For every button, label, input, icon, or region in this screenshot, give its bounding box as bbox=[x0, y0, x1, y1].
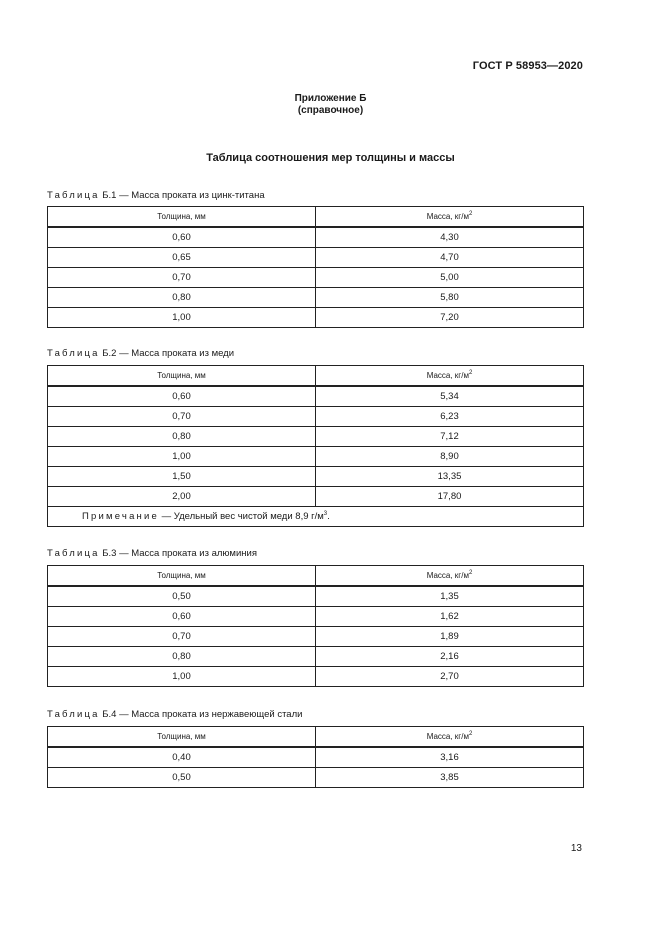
table-header-row bbox=[48, 366, 584, 387]
cell-mass: 1,62 bbox=[316, 607, 584, 627]
table-caption-prefix: Таблица bbox=[47, 548, 100, 559]
table-row bbox=[48, 288, 584, 308]
table-b4 bbox=[47, 726, 584, 788]
cell-thickness: 0,60 bbox=[48, 607, 316, 627]
superscript: 2 bbox=[468, 731, 473, 737]
table-caption-prefix: Таблица bbox=[47, 709, 100, 720]
superscript: 2 bbox=[468, 570, 473, 576]
cell-mass: 4,30 bbox=[316, 227, 584, 248]
table-row bbox=[48, 308, 584, 328]
column-header-mass bbox=[316, 566, 584, 587]
cell-mass: 4,70 bbox=[316, 248, 584, 268]
cell-mass: 2,70 bbox=[316, 667, 584, 687]
column-header-mass-text: Масса, кг/м bbox=[426, 212, 469, 221]
document-code: ГОСТ Р 58953—2020 bbox=[472, 60, 583, 72]
table-row bbox=[48, 747, 584, 768]
cell-mass: 5,00 bbox=[316, 268, 584, 288]
table-header-row bbox=[48, 207, 584, 228]
table-row bbox=[48, 248, 584, 268]
superscript: 3 bbox=[323, 511, 328, 517]
cell-thickness: 0,80 bbox=[48, 288, 316, 308]
note-suffix: . bbox=[327, 511, 330, 522]
column-header-thickness: Толщина, мм bbox=[48, 207, 316, 228]
appendix-subtitle: (справочное) bbox=[297, 105, 364, 116]
cell-mass: 17,80 bbox=[316, 487, 584, 507]
table-row bbox=[48, 607, 584, 627]
cell-mass: 2,16 bbox=[316, 647, 584, 667]
cell-thickness: 1,00 bbox=[48, 308, 316, 328]
cell-mass: 7,20 bbox=[316, 308, 584, 328]
column-header-thickness: Толщина, мм bbox=[48, 566, 316, 587]
table-row bbox=[48, 768, 584, 788]
cell-mass: 6,23 bbox=[316, 407, 584, 427]
cell-thickness: 0,50 bbox=[48, 586, 316, 607]
cell-thickness: 0,80 bbox=[48, 647, 316, 667]
cell-mass: 7,12 bbox=[316, 427, 584, 447]
table-caption-prefix: Таблица bbox=[47, 190, 100, 201]
column-header-mass-text: Масса, кг/м bbox=[426, 732, 469, 741]
table-b3 bbox=[47, 565, 584, 687]
table-row bbox=[48, 447, 584, 467]
table-header-row bbox=[48, 566, 584, 587]
appendix-title: Приложение Б bbox=[294, 93, 367, 104]
table-row bbox=[48, 386, 584, 407]
cell-thickness: 0,70 bbox=[48, 268, 316, 288]
cell-mass: 8,90 bbox=[316, 447, 584, 467]
superscript: 2 bbox=[468, 370, 473, 376]
table-header-row bbox=[48, 727, 584, 748]
table-caption-b4 bbox=[47, 709, 302, 721]
cell-thickness: 0,60 bbox=[48, 227, 316, 248]
cell-mass: 5,34 bbox=[316, 386, 584, 407]
cell-thickness: 0,70 bbox=[48, 407, 316, 427]
table-caption-b3 bbox=[47, 548, 257, 560]
table-row bbox=[48, 627, 584, 647]
cell-mass: 3,85 bbox=[316, 768, 584, 788]
page-title: Таблица соотношения мер толщины и массы bbox=[206, 152, 455, 164]
table-row bbox=[48, 667, 584, 687]
cell-mass: 13,35 bbox=[316, 467, 584, 487]
note-prefix: Примечание bbox=[82, 511, 159, 522]
cell-thickness: 1,00 bbox=[48, 667, 316, 687]
cell-mass: 3,16 bbox=[316, 747, 584, 768]
table-caption-text: Б.1 — Масса проката из цинк-титана bbox=[99, 190, 265, 201]
cell-mass: 1,35 bbox=[316, 586, 584, 607]
cell-thickness: 0,50 bbox=[48, 768, 316, 788]
table-row bbox=[48, 467, 584, 487]
cell-thickness: 0,40 bbox=[48, 747, 316, 768]
table-row bbox=[48, 647, 584, 667]
table-row bbox=[48, 487, 584, 507]
page-number: 13 bbox=[570, 843, 582, 854]
table-note bbox=[48, 507, 584, 527]
note-text: — Удельный вес чистой меди 8,9 г/м bbox=[159, 511, 324, 522]
column-header-mass bbox=[316, 727, 584, 748]
cell-thickness: 1,00 bbox=[48, 447, 316, 467]
column-header-mass-text: Масса, кг/м bbox=[426, 571, 469, 580]
cell-thickness: 0,65 bbox=[48, 248, 316, 268]
cell-mass: 5,80 bbox=[316, 288, 584, 308]
table-row bbox=[48, 268, 584, 288]
table-row bbox=[48, 427, 584, 447]
cell-thickness: 2,00 bbox=[48, 487, 316, 507]
table-row bbox=[48, 227, 584, 248]
table-caption-text: Б.3 — Масса проката из алюминия bbox=[99, 548, 257, 559]
table-caption-b2 bbox=[47, 348, 234, 360]
column-header-mass bbox=[316, 207, 584, 228]
table-caption-text: Б.2 — Масса проката из меди bbox=[99, 348, 235, 359]
table-b1 bbox=[47, 206, 584, 328]
table-caption-text: Б.4 — Масса проката из нержавеющей стали bbox=[99, 709, 303, 720]
table-note-row bbox=[48, 507, 584, 527]
cell-thickness: 0,70 bbox=[48, 627, 316, 647]
column-header-mass-text: Масса, кг/м bbox=[426, 371, 469, 380]
column-header-thickness: Толщина, мм bbox=[48, 366, 316, 387]
table-caption-b1 bbox=[47, 190, 265, 202]
cell-thickness: 0,80 bbox=[48, 427, 316, 447]
column-header-mass bbox=[316, 366, 584, 387]
table-row bbox=[48, 407, 584, 427]
table-caption-prefix: Таблица bbox=[47, 348, 100, 359]
table-b2 bbox=[47, 365, 584, 527]
cell-thickness: 1,50 bbox=[48, 467, 316, 487]
column-header-thickness: Толщина, мм bbox=[48, 727, 316, 748]
cell-thickness: 0,60 bbox=[48, 386, 316, 407]
cell-mass: 1,89 bbox=[316, 627, 584, 647]
table-row bbox=[48, 586, 584, 607]
superscript: 2 bbox=[468, 211, 473, 217]
